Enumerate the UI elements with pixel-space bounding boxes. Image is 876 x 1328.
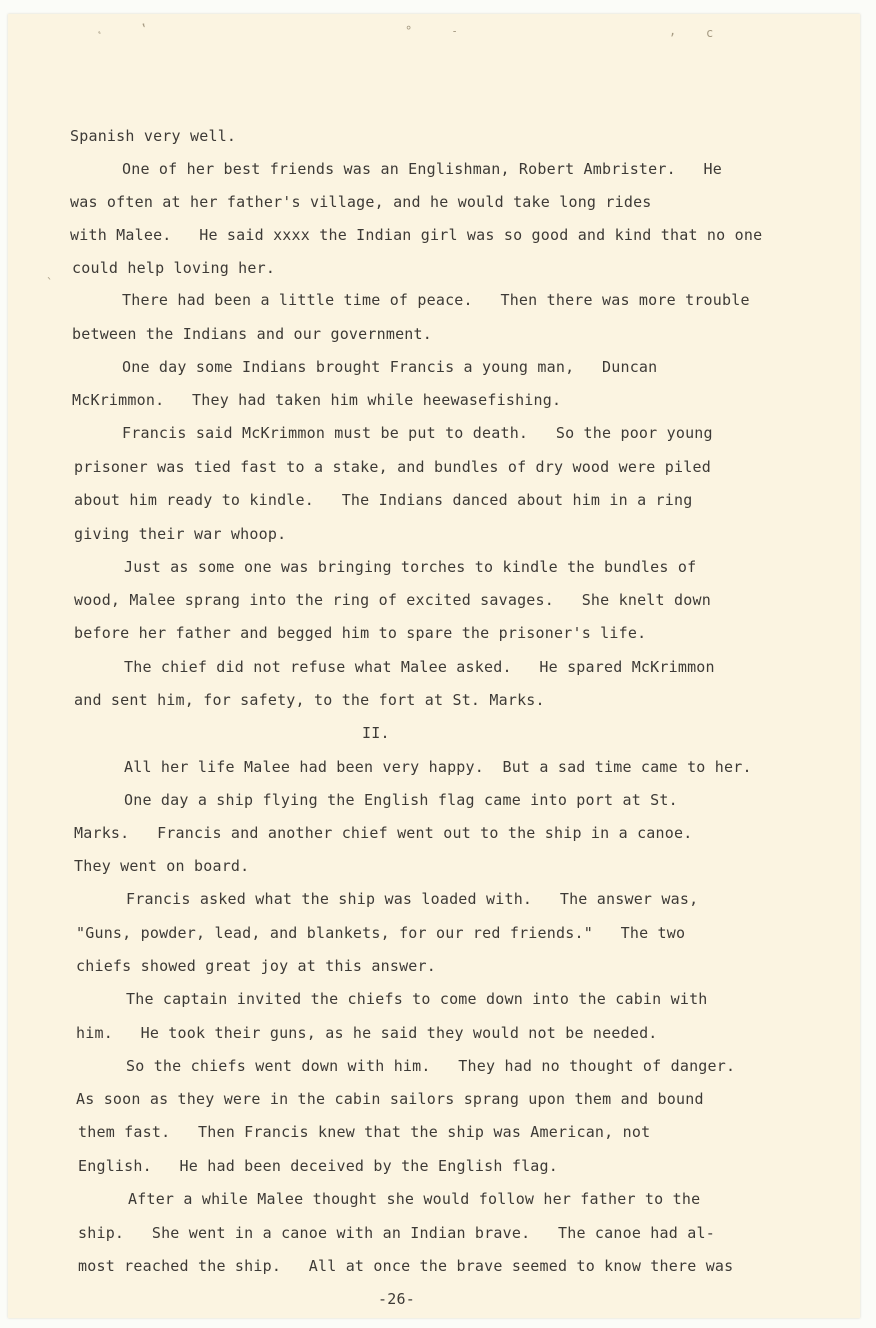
paper-mark: ‛: [140, 22, 148, 36]
text-line: about him ready to kindle. The Indians danced about him in a ring: [74, 491, 693, 509]
text-line: them fast. Then Francis knew that the ship was American, not: [78, 1123, 651, 1141]
paper-mark: ˗: [451, 24, 459, 38]
section-heading: II.: [362, 724, 390, 742]
text-line: him. He took their guns, as he said they would not be needed.: [76, 1024, 658, 1042]
text-line: They went on board.: [74, 857, 250, 875]
text-line: Marks. Francis and another chief went out to the ship in a canoe.: [74, 824, 693, 842]
text-line: Francis asked what the ship was loaded with. The answer was,: [126, 890, 699, 908]
text-line: Francis said McKrimmon must be put to death. So the poor young: [122, 424, 713, 442]
text-line: English. He had been deceived by the English flag.: [78, 1157, 558, 1175]
text-line: could help loving her.: [72, 259, 276, 277]
text-line: All her life Malee had been very happy. But a sad time came to her.: [124, 758, 752, 776]
text-line: ship. She went in a canoe with an Indian brave. The canoe had al-: [78, 1224, 715, 1242]
paper-mark: c: [706, 26, 714, 40]
text-line: Just as some one was bringing torches to kindle the bundles of: [124, 558, 697, 576]
text-line: with Malee. He said xxxx the Indian girl was so good and kind that no one: [70, 226, 763, 244]
text-line: One of her best friends was an Englishman, Robert Ambrister. He: [122, 160, 722, 178]
text-line: There had been a little time of peace. Then there was more trouble: [122, 291, 750, 309]
text-line: prisoner was tied fast to a stake, and bundles of dry wood were piled: [74, 458, 711, 476]
page-number: -26-: [378, 1290, 415, 1308]
text-line: The chief did not refuse what Malee asked. He spared McKrimmon: [124, 658, 715, 676]
text-line: wood, Malee sprang into the ring of excited savages. She knelt down: [74, 591, 711, 609]
text-line: The captain invited the chiefs to come down into the cabin with: [126, 990, 708, 1008]
text-line: and sent him, for safety, to the fort at St. Marks.: [74, 691, 545, 709]
text-line: between the Indians and our government.: [72, 325, 432, 343]
text-line: Spanish very well.: [70, 127, 237, 145]
text-line: After a while Malee thought she would follow her father to the: [128, 1190, 701, 1208]
paper-mark: ‚: [669, 24, 677, 38]
text-line: McKrimmon. They had taken him while heewasefishing.: [72, 391, 562, 409]
paper-mark: °: [405, 24, 413, 38]
text-line: So the chiefs went down with him. They had no thought of danger.: [126, 1057, 736, 1075]
text-line: One day a ship flying the English flag came into port at St.: [124, 791, 678, 809]
text-line: chiefs showed great joy at this answer.: [76, 957, 436, 975]
text-line: before her father and begged him to spare the prisoner's life.: [74, 624, 647, 642]
paper-mark: `: [46, 276, 54, 290]
text-line: As soon as they were in the cabin sailors sprang upon them and bound: [76, 1090, 704, 1108]
document-page: [8, 14, 860, 1318]
text-line: most reached the ship. All at once the brave seemed to know there was: [78, 1257, 734, 1275]
text-line: "Guns, powder, lead, and blankets, for our red friends." The two: [76, 924, 686, 942]
text-line: One day some Indians brought Francis a young man, Duncan: [122, 358, 658, 376]
paper-mark: ˛: [96, 20, 104, 34]
text-line: was often at her father's village, and he would take long rides: [70, 193, 652, 211]
text-line: giving their war whoop.: [74, 525, 287, 543]
